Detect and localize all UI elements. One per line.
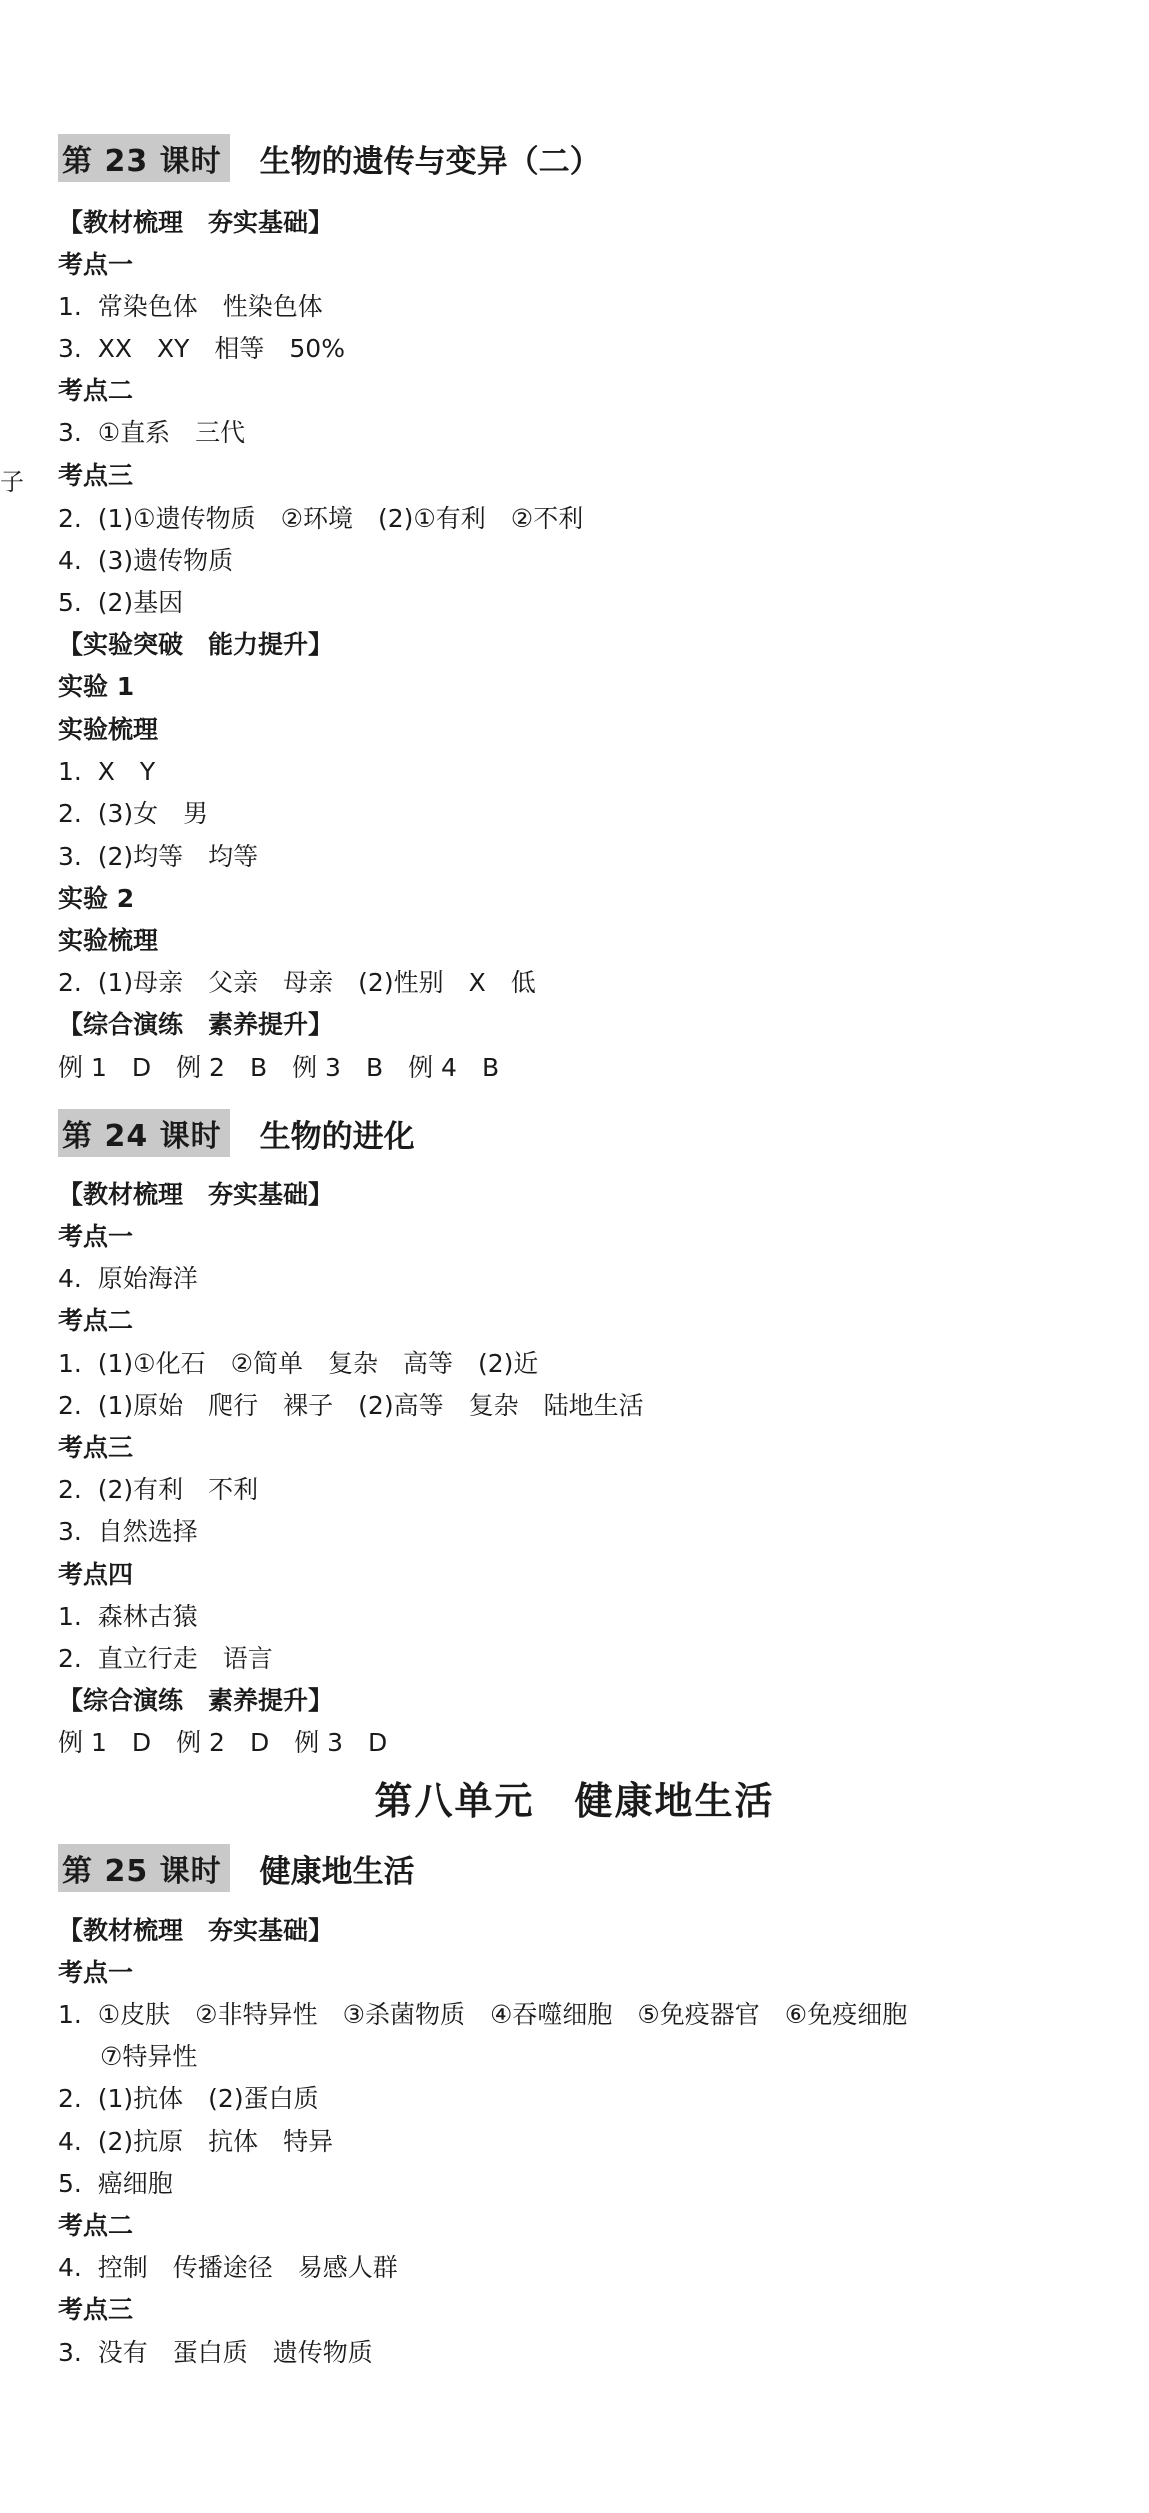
section-bracket-heading: 【教材梳理 夯实基础】 (58, 1916, 334, 1945)
answer-line: 2. (1)原始 爬行 裸子 (2)高等 复杂 陆地生活 (58, 1391, 644, 1420)
answer-line: 3. ①直系 三代 (58, 418, 246, 447)
kaodian-heading: 考点四 (58, 1560, 134, 1589)
lesson-title: 生物的进化 (259, 1118, 415, 1155)
kaodian-heading: 考点三 (58, 2295, 134, 2324)
experiment-heading: 实验 1 (58, 672, 135, 701)
example-answers: 例 1 D 例 2 D 例 3 D (58, 1728, 388, 1757)
answer-line: 5. (2)基因 (58, 588, 184, 617)
lesson-25-heading (58, 1845, 415, 1891)
kaodian-heading: 考点一 (58, 1222, 134, 1251)
kaodian-heading: 考点一 (58, 250, 134, 279)
experiment-subheading: 实验梳理 (58, 715, 159, 744)
lesson-title: 健康地生活 (259, 1853, 415, 1890)
answer-line: 2. (2)有利 不利 (58, 1475, 259, 1504)
experiment-subheading: 实验梳理 (58, 926, 159, 955)
answer-line: 2. (1)①遗传物质 ②环境 (2)①有利 ②不利 (58, 504, 584, 533)
answer-line: 4. (2)抗原 抗体 特异 (58, 2127, 334, 2156)
answer-line: 2. (3)女 男 (58, 799, 209, 828)
lesson-23-heading (58, 135, 601, 181)
answer-line: 3. (2)均等 均等 (58, 842, 259, 871)
answer-line: 3. XX XY 相等 50% (58, 334, 345, 363)
answer-line: 3. 没有 蛋白质 遗传物质 (58, 2338, 373, 2367)
stray-character: 子 (0, 468, 24, 496)
answer-line: 4. 原始海洋 (58, 1264, 198, 1293)
kaodian-heading: 考点二 (58, 1306, 134, 1335)
section-bracket-heading: 【教材梳理 夯实基础】 (58, 1180, 334, 1209)
kaodian-heading: 考点三 (58, 461, 134, 490)
answer-line: 2. (1)抗体 (2)蛋白质 (58, 2084, 319, 2113)
lesson-tag: 第 24 课时 (58, 1109, 230, 1157)
example-answers: 例 1 D 例 2 B 例 3 B 例 4 B (58, 1053, 500, 1082)
kaodian-heading: 考点二 (58, 376, 134, 405)
answer-line: 4. (3)遗传物质 (58, 546, 234, 575)
lesson-tag: 第 25 课时 (58, 1844, 230, 1892)
answer-line: 3. 自然选择 (58, 1517, 198, 1546)
answer-line: 5. 癌细胞 (58, 2169, 173, 2198)
section-bracket-heading: 【教材梳理 夯实基础】 (58, 208, 334, 237)
answer-line: 1. (1)①化石 ②简单 复杂 高等 (2)近 (58, 1349, 539, 1378)
kaodian-heading: 考点二 (58, 2211, 134, 2240)
answer-line: 2. 直立行走 语言 (58, 1644, 273, 1673)
unit-title: 第八单元 健康地生活 (374, 1779, 775, 1823)
experiment-heading: 实验 2 (58, 884, 135, 913)
answer-line: 2. (1)母亲 父亲 母亲 (2)性别 X 低 (58, 968, 536, 997)
section-bracket-heading: 【实验突破 能力提升】 (58, 630, 334, 659)
lesson-tag: 第 23 课时 (58, 134, 230, 182)
answer-line: 1. 森林古猿 (58, 1602, 198, 1631)
section-bracket-heading: 【综合演练 素养提升】 (58, 1686, 334, 1715)
answer-line: 4. 控制 传播途径 易感人群 (58, 2253, 398, 2282)
section-bracket-heading: 【综合演练 素养提升】 (58, 1010, 334, 1039)
answer-line: 1. X Y (58, 757, 156, 786)
answer-line: 1. ①皮肤 ②非特异性 ③杀菌物质 ④吞噬细胞 ⑤免疫器官 ⑥免疫细胞 (58, 2000, 908, 2029)
kaodian-heading: 考点一 (58, 1958, 134, 1987)
lesson-24-heading (58, 1110, 415, 1156)
kaodian-heading: 考点三 (58, 1433, 134, 1462)
lesson-title: 生物的遗传与变异（二） (259, 143, 601, 180)
answer-line: 1. 常染色体 性染色体 (58, 292, 323, 321)
answer-line-continuation: ⑦特异性 (100, 2042, 198, 2071)
